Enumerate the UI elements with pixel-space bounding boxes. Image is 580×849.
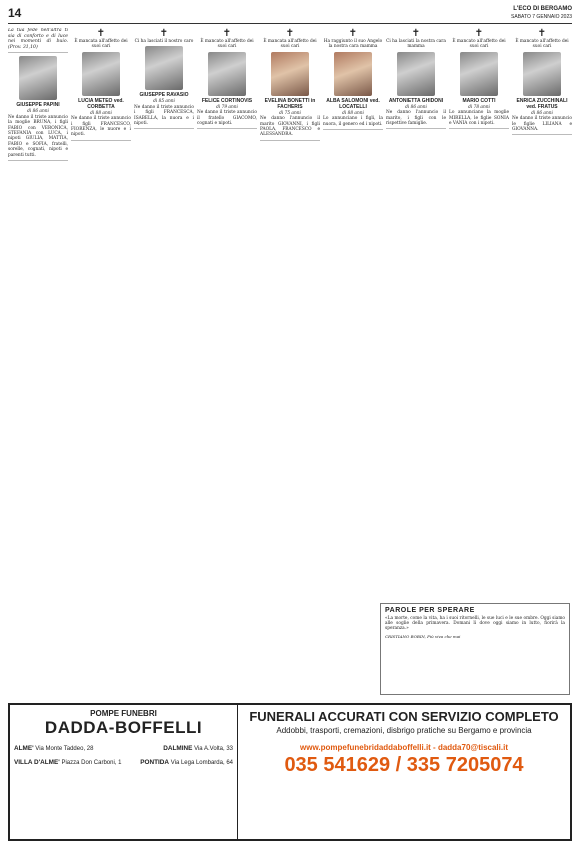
ad-website[interactable]: www.pompefunebridaddaboffelli.it - dadda70@tiscali.it: [300, 743, 508, 752]
obituary-notice: [449, 28, 509, 129]
obituary-notice: [386, 28, 446, 129]
cross-icon: ✝: [285, 28, 295, 39]
portrait-photo: [523, 52, 561, 96]
page-number: 14: [8, 6, 22, 20]
notice-intro: Ci ha lasciati il nostro caro: [134, 39, 194, 44]
notice-intro: È mancata all'affetto dei suoi cari: [74, 39, 128, 50]
deceased-name: MARIO COTTI: [462, 97, 496, 104]
issue-date: SABATO 7 GENNAIO 2023: [511, 14, 572, 20]
deceased-name: ANTONIETTA GHIDONI: [388, 97, 444, 104]
cross-icon: ✝: [159, 28, 169, 39]
notice-intro: È mancato all'affetto dei suoi cari: [515, 39, 569, 50]
column-4: [197, 28, 257, 698]
deceased-age: di 75 anni: [279, 110, 301, 116]
deceased-age: di 88 anni: [90, 110, 112, 116]
ad-brand-name: DADDA-BOFFELLI: [44, 718, 203, 737]
notice-text: Lo annunciano la moglie MIRELLA, le figlie SONIA e VANIA con i nipoti.: [449, 110, 509, 127]
deceased-name: ENRICA ZUCCHINALI ved. FRATUS: [516, 97, 568, 110]
obituary-notice: [134, 28, 194, 129]
notice-intro: È mancato all'affetto dei suoi cari: [200, 39, 254, 50]
ad-brand-panel: [10, 705, 238, 839]
newspaper-name: L'ECO DI BERGAMO: [513, 6, 572, 12]
cross-icon: ✝: [474, 28, 484, 39]
prayer-box: [380, 603, 570, 695]
notice-intro: Ha raggiunto il suo Angelo la nostra cara mamma: [323, 39, 383, 50]
deceased-age: di 86 anni: [27, 109, 49, 115]
prayer-author: CRISTIANO BOBIN, Più viva che mai: [385, 633, 461, 639]
cross-icon: ✝: [537, 28, 547, 39]
obituary-notice: [197, 28, 257, 129]
ad-address-row: [14, 759, 233, 766]
ad-services: Addobbi, trasporti, cremazioni, disbrigo pratiche su Bergamo e provincia: [276, 726, 532, 735]
prayer-text: «La morte, come la vita, ha i suoi ritornelli, le sue luci e le sue ombre. Oggi siamo alle soglie della primavera. Domani lì dove oggi siamo in lutto, fiorirà la speranza.»: [385, 616, 565, 632]
notice-text: Ne danno il triste annuncio le figlie LILIANA e GIOVANNA.: [512, 116, 572, 133]
page-header: [8, 6, 572, 24]
deceased-name: GIUSEPPE PAPINI: [16, 102, 60, 109]
deceased-name: ALBA SALOMONI ved. LOCATELLI: [326, 97, 380, 110]
ad-subtitle: POMPE FUNEBRI: [90, 709, 157, 718]
notice-text: Ne danno il triste annuncio il fratello GIACOMO, cognati e nipoti.: [197, 110, 257, 127]
deceased-name: GIUSEPPE RAVASIO: [139, 92, 189, 99]
portrait-photo: [145, 46, 183, 90]
column-2: [71, 28, 131, 698]
notice-intro: È mancata all'affetto dei suoi cari: [263, 39, 317, 50]
deceased-age: di 85 anni: [153, 99, 175, 105]
portrait-photo: [334, 52, 372, 96]
obituary-notice: [71, 28, 131, 141]
notice-text: Lo annunciano i figli, la nuora, il genero ed i nipoti.: [323, 116, 383, 127]
deceased-name: FELICE CORTINOVIS: [201, 97, 253, 104]
address-item: PONTIDA Via Lega Lombarda, 64: [140, 759, 233, 766]
notice-text: Ne danno il triste annuncio la moglie BRUNA, i figli FABIO con VERONICA, STEFANIA con LUCA, i nipoti GIULIA, MATTIA, FABIO e SOFIA, fratelli, sorelle, cognati, nipoti e parenti tutti.: [8, 114, 68, 158]
notice-intro: È mancato all'affetto dei suoi cari: [452, 39, 506, 50]
column-8: [449, 28, 509, 698]
cross-icon: ✝: [348, 28, 358, 39]
deceased-age: di 86 anni: [531, 110, 553, 116]
obituary-columns: [8, 28, 572, 698]
funeral-home-ad: [8, 703, 572, 841]
deceased-age: di 86 anni: [405, 104, 427, 110]
address-item: DALMINE Via A.Volta, 33: [163, 745, 233, 752]
deceased-name: LUCIA METEO ved. CORBETTA: [78, 97, 124, 110]
ad-title: FUNERALI ACCURATI CON SERVIZIO COMPLETO: [249, 709, 559, 724]
obituary-quote: [8, 28, 68, 53]
ad-address-row: [14, 745, 233, 752]
portrait-photo: [19, 56, 57, 100]
notice-text: Ne danno l'annuncio il marito, i figli con le rispettive famiglie.: [386, 110, 446, 127]
obituary-notice: [260, 28, 320, 141]
cross-icon: ✝: [411, 28, 421, 39]
prayer-title: PAROLE PER SPERARE: [385, 607, 475, 614]
bible-quote: La tua fede nell'altra ti sia di conforto e di luce nei momenti di buio. (Prov. 31,10): [8, 28, 68, 50]
column-7: [386, 28, 446, 698]
ad-info-panel: [238, 705, 570, 839]
ad-phone-numbers[interactable]: 035 541629 / 335 7205074: [284, 754, 524, 776]
notice-text: Ne danno il triste annuncio i figli FRANCESCA, ISABELLA, la nuora e i nipoti.: [134, 104, 194, 127]
deceased-name: EVELINA BONETTI in FACHERIS: [264, 97, 316, 110]
cross-icon: ✝: [222, 28, 232, 39]
deceased-age: di 88 anni: [342, 110, 364, 116]
obituary-notice: [8, 56, 68, 161]
notice-intro: Ci ha lasciati la nostra cara mamma: [386, 39, 446, 50]
portrait-photo: [271, 52, 309, 96]
column-3: [134, 28, 194, 698]
address-item: ALME' Via Monte Taddeo, 28: [14, 745, 94, 752]
obituary-notice: [512, 28, 572, 135]
deceased-age: di 79 anni: [216, 104, 238, 110]
column-9: [512, 28, 572, 698]
portrait-photo: [208, 52, 246, 96]
column-6: [323, 28, 383, 698]
column-5: [260, 28, 320, 698]
portrait-photo: [397, 52, 435, 96]
portrait-photo: [460, 52, 498, 96]
notice-text: Ne danno l'annuncio il marito GIOVANNI, i figli PAOLA, FRANCESCO e ALESSANDRA.: [260, 116, 320, 138]
notice-text: Ne danno il triste annuncio i figli FRANCESCO, FIORENZA, le nuore e i nipoti.: [71, 116, 131, 138]
column-1: [8, 28, 68, 698]
obituary-notice: [323, 28, 383, 130]
deceased-age: di 78 anni: [468, 104, 490, 110]
address-item: VILLA D'ALME' Piazza Don Carboni, 1: [14, 759, 122, 766]
cross-icon: ✝: [96, 28, 106, 39]
portrait-photo: [82, 52, 120, 96]
